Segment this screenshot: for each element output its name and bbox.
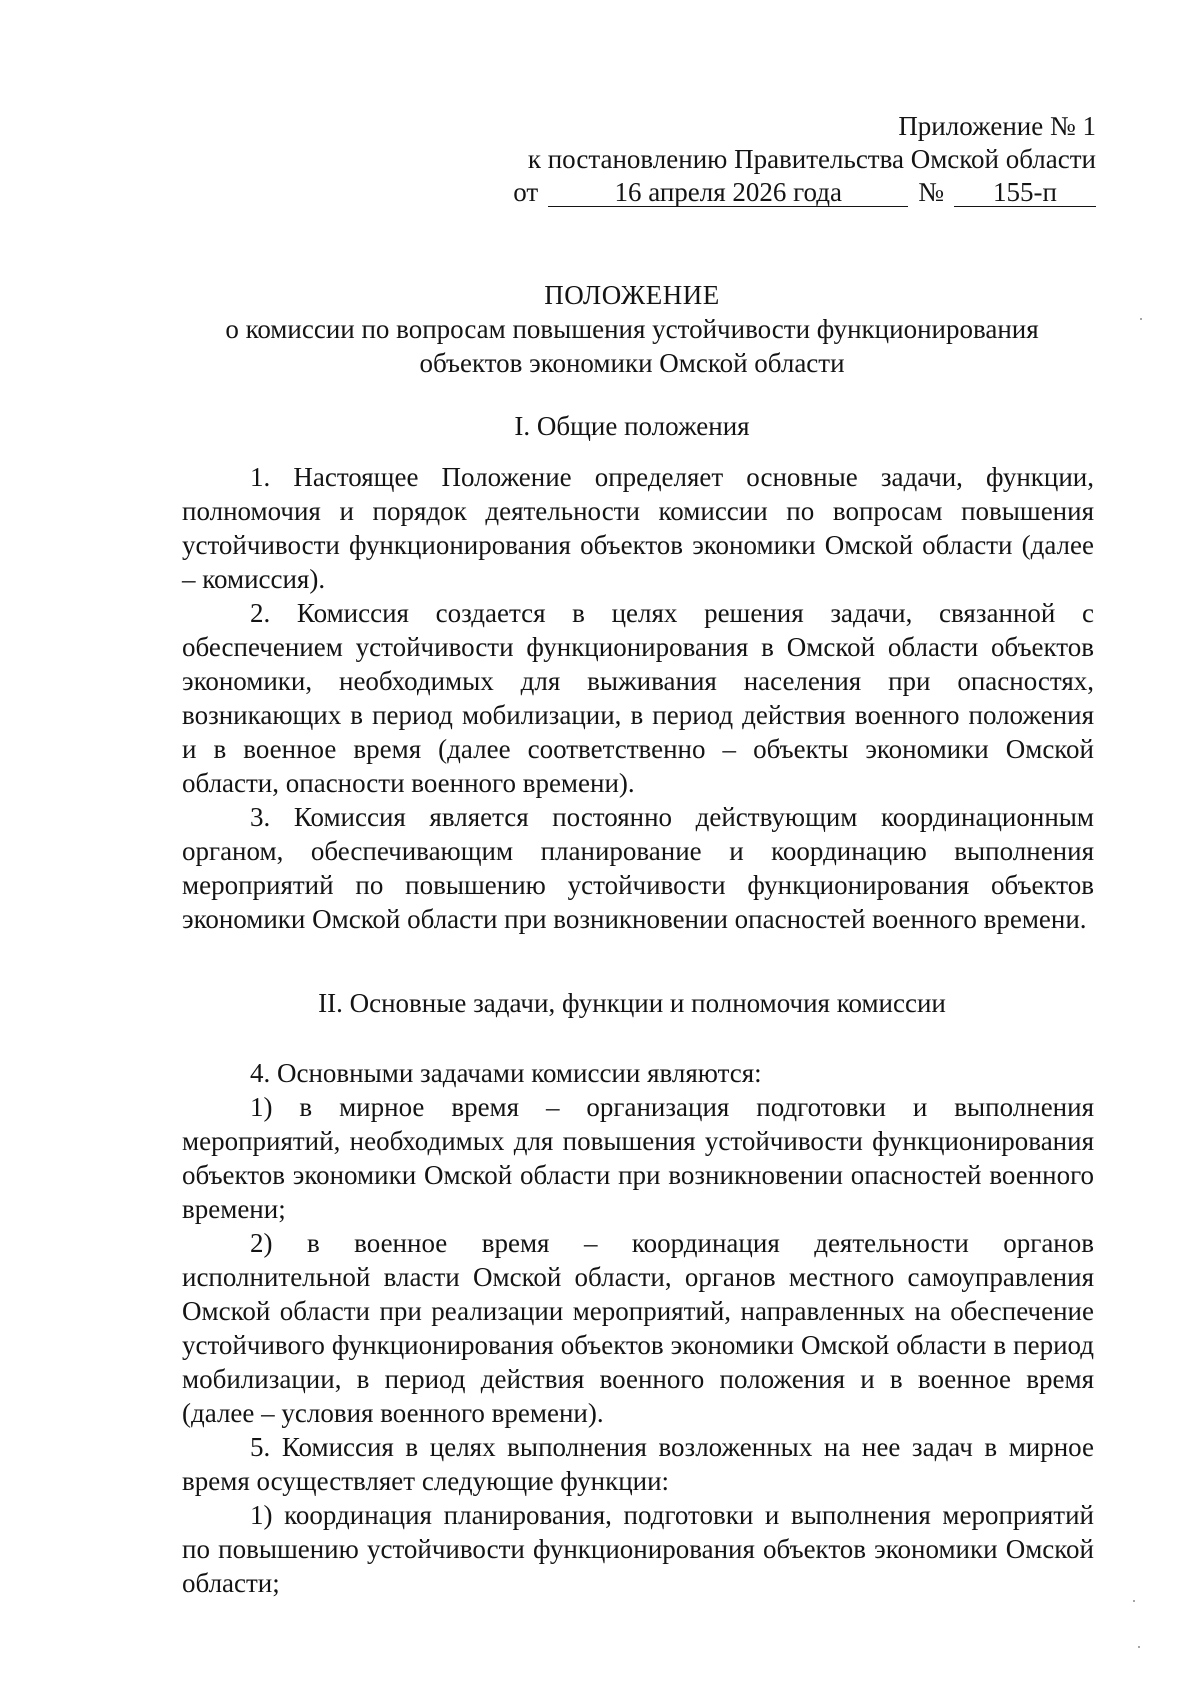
resolution-date: 16 апреля 2026 года (548, 178, 908, 207)
title-heading: ПОЛОЖЕНИЕ (544, 280, 720, 310)
paragraph-4: 4. Основными задачами комиссии являются: (250, 1058, 762, 1088)
date-prefix: от (513, 177, 539, 207)
annex-date-line (513, 176, 1096, 209)
resolution-number: 155-п (954, 178, 1096, 207)
scan-speck (1133, 1600, 1135, 1602)
paragraph-4-item-2: 2) в военное время – координация деятельности органов исполнительной власти Омской области, органов местного самоуправления Омской области при реализации мероприятий, направленных на обеспечение устойчивого функционирования объектов экономики Омской области в период мобилизации, в период действия военного положения и в военное время (далее – условия военного времени). (182, 1228, 1094, 1428)
title-subtitle-line-1: о комиссии по вопросам повышения устойчивости функционирования (225, 314, 1039, 344)
document-title (170, 278, 1094, 380)
section-2-heading: II. Основные задачи, функции и полномочия комиссии (318, 988, 946, 1018)
paragraph-2: 2. Комиссия создается в целях решения задачи, связанной с обеспечением устойчивости функционирования в Омской области объектов экономики, необходимых для выживания населения при опасностях, возникающих в период мобилизации, в период действия военного положения и в военное время (далее соответственно – объекты экономики Омской области, опасности военного времени). (182, 598, 1094, 798)
scan-speck (1140, 318, 1142, 320)
paragraph-3: 3. Комиссия является постоянно действующим координационным органом, обеспечивающим планирование и координацию выполнения мероприятий по повышению устойчивости функционирования объектов экономики Омской области при возникновении опасностей военного времени. (182, 802, 1094, 934)
paragraph-4-item-1: 1) в мирное время – организация подготовки и выполнения мероприятий, необходимых для повышения устойчивости функционирования объектов экономики Омской области при возникновении опасностей военного времени; (182, 1092, 1094, 1224)
section-1-body (182, 460, 1094, 936)
paragraph-5: 5. Комиссия в целях выполнения возложенных на нее задач в мирное время осуществляет следующие функции: (182, 1432, 1094, 1496)
section-2-body (182, 1056, 1094, 1600)
paragraph-1: 1. Настоящее Положение определяет основные задачи, функции, полномочия и порядок деятельности комиссии по вопросам повышения устойчивости функционирования объектов экономики Омской области (далее – комиссия). (182, 462, 1094, 594)
section-1-heading: I. Общие положения (514, 411, 750, 441)
paragraph-5-item-1: 1) координация планирования, подготовки и выполнения мероприятий по повышению устойчивости функционирования объектов экономики Омской области; (182, 1500, 1094, 1598)
annex-header (513, 110, 1096, 209)
title-subtitle-line-2: объектов экономики Омской области (419, 348, 845, 378)
number-prefix: № (918, 177, 944, 207)
annex-resolution-line: к постановлению Правительства Омской области (527, 144, 1096, 174)
annex-number-line: Приложение № 1 (898, 111, 1096, 141)
scan-speck (1138, 1646, 1140, 1648)
